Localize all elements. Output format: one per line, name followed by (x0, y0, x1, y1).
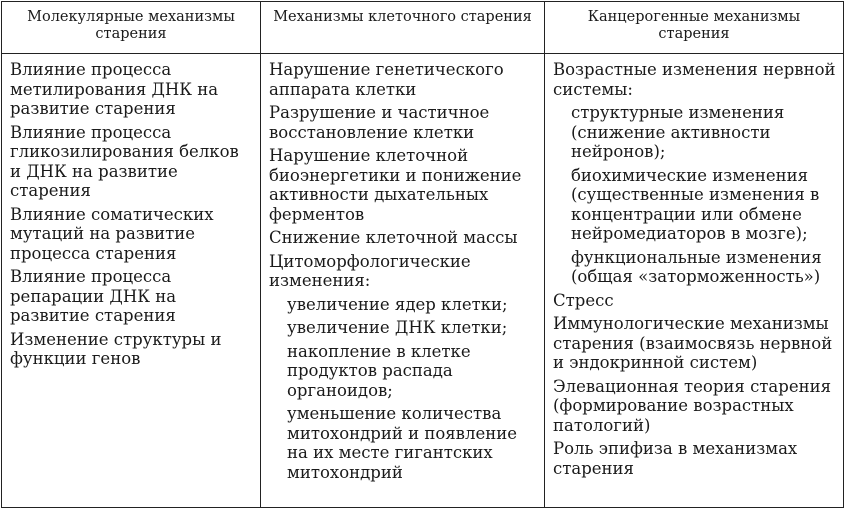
cellular-subitem: увеличение ДНК клетки; (287, 318, 508, 337)
carcinogenic-cell (545, 54, 844, 508)
aging-mechanisms-table (1, 1, 844, 508)
content-row (2, 54, 844, 508)
cellular-subitem: увеличение ядер клетки; (287, 294, 508, 314)
cellular-item: Цитоморфологические изменения: (269, 251, 471, 290)
molecular-item: Влияние процесса гликозилирования белков и ДНК на развитие старения (10, 122, 239, 200)
header-carcinogenic: Канцерогенные механизмы старения (545, 2, 844, 54)
cellular-item: Снижение клеточной массы (269, 228, 518, 247)
carcinogenic-subitem: биохимические изменения (существенные изменения в концентрации или обмене нейромедиаторов в мозге); (571, 165, 820, 243)
cellular-item: Нарушение клеточной биоэнергетики и понижение активности дыхательных ферментов (269, 146, 522, 224)
cellular-cell (261, 54, 545, 508)
carcinogenic-item: Иммунологические механизмы старения (взаимосвязь нервной и эндокринной систем) (553, 314, 833, 372)
cellular-item: Нарушение генетического аппарата клетки (269, 60, 504, 99)
header-row (2, 2, 844, 54)
molecular-cell (2, 54, 261, 508)
carcinogenic-intro: Возрастные изменения нервной системы: (553, 60, 836, 99)
carcinogenic-item: Роль эпифиза в механизмах старения (553, 439, 798, 478)
molecular-item: Влияние процесса метилирования ДНК на развитие старения (10, 60, 219, 118)
molecular-item: Влияние соматических мутаций на развитие процесса старения (10, 204, 214, 263)
carcinogenic-subitem: функциональные изменения (общая «заторможенность») (571, 247, 822, 286)
header-molecular: Молекулярные механизмы старения (2, 2, 261, 54)
carcinogenic-item: Элевационная теория старения (формирование возрастных патологий) (553, 376, 832, 435)
cellular-item: Разрушение и частичное восстановление клетки (269, 103, 490, 142)
header-cellular: Механизмы клеточного старения (261, 2, 545, 54)
carcinogenic-item: Стресс (553, 290, 614, 310)
molecular-item: Изменение структуры и функции генов (10, 329, 222, 368)
molecular-item: Влияние процесса репарации ДНК на развитие старения (10, 267, 177, 325)
carcinogenic-subitem: структурные изменения (снижение активности нейронов); (571, 103, 785, 161)
cellular-subitem: накопление в клетке продуктов распада органоидов; (287, 341, 471, 400)
cellular-subitem: уменьшение количества митохондрий и появление на их месте гигантских митохондрий (287, 404, 517, 482)
